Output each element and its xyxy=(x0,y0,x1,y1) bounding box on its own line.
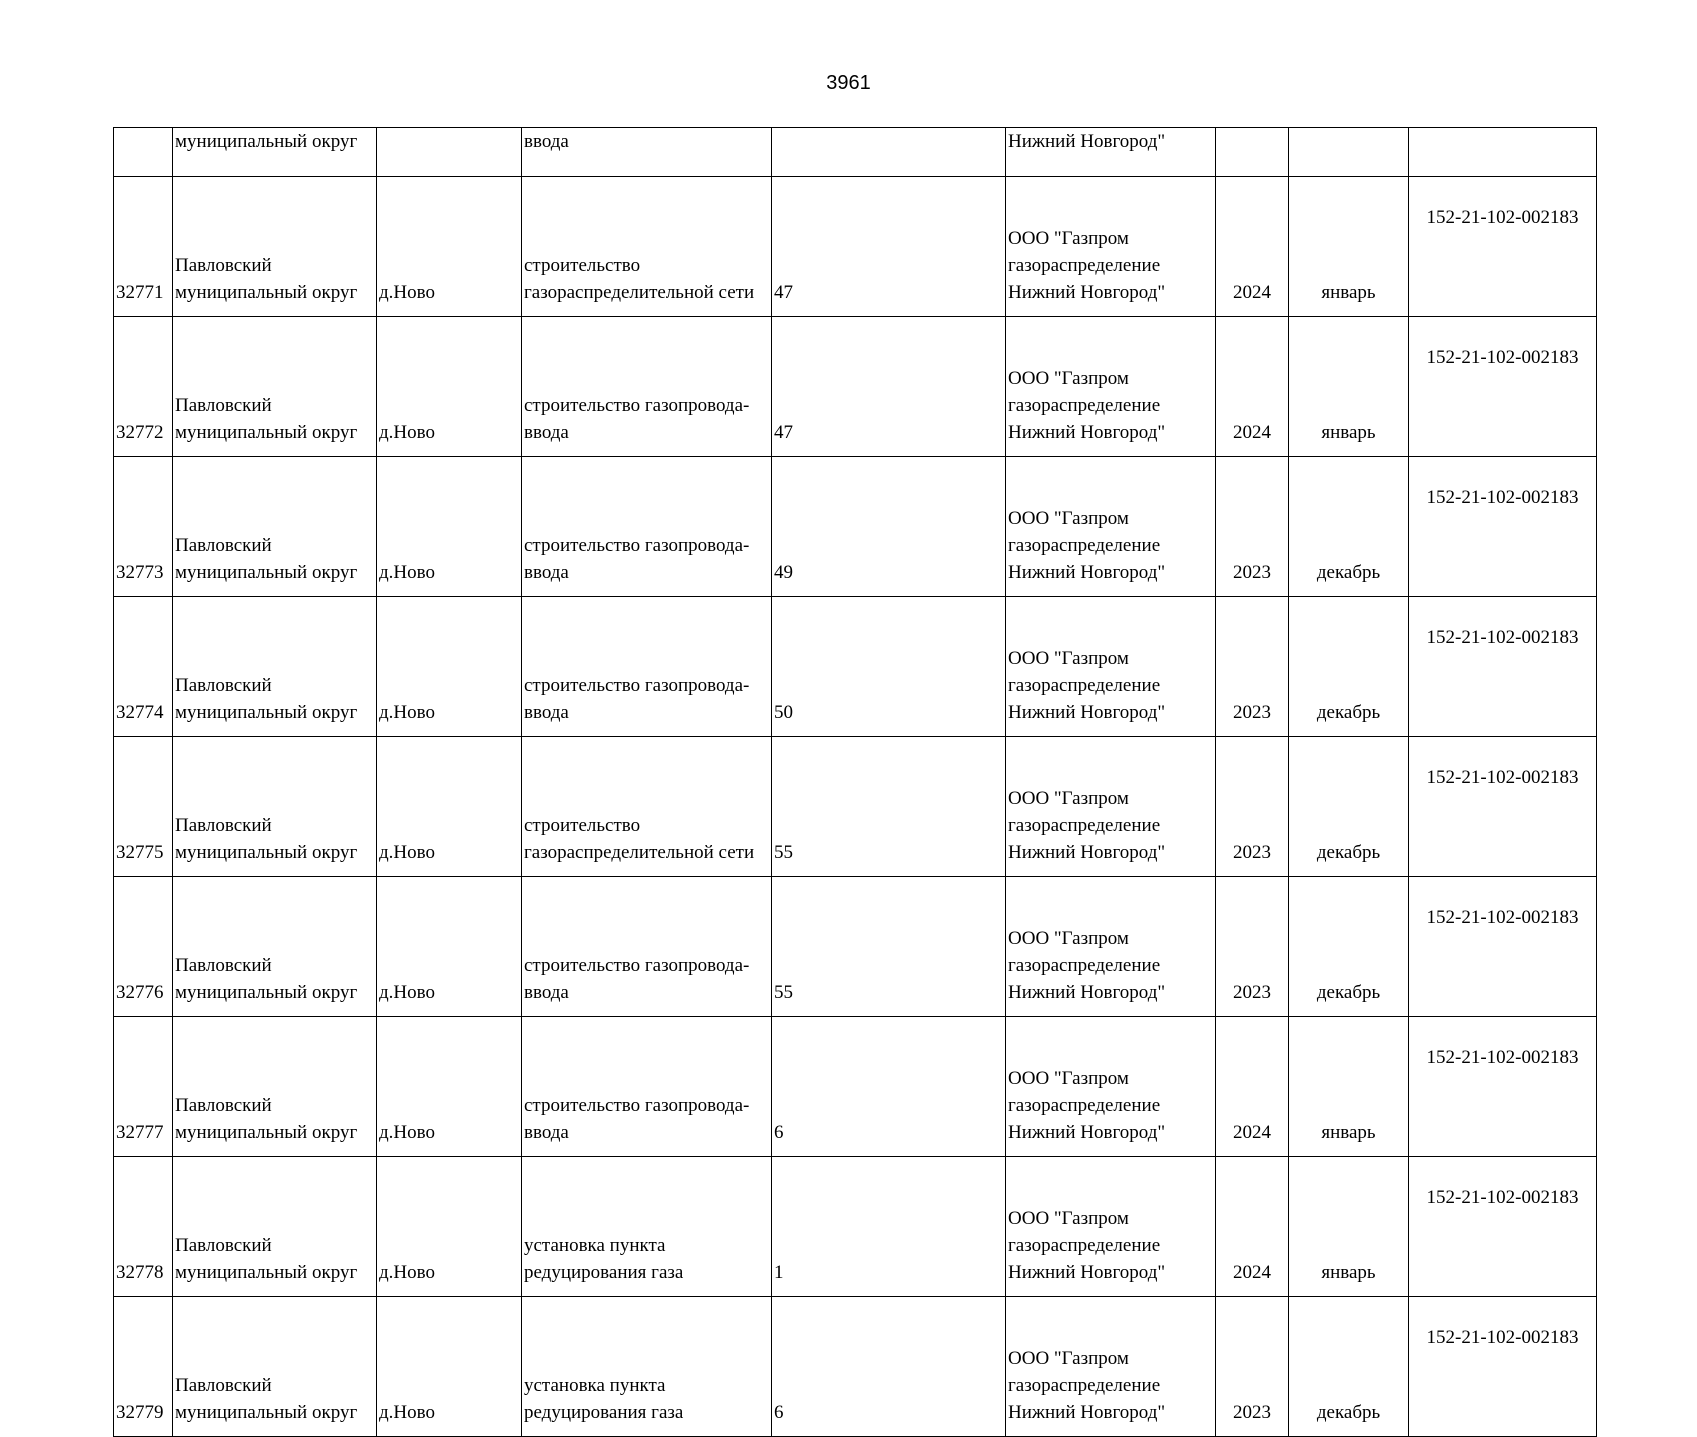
cell-month xyxy=(1289,128,1409,177)
cell-text: д.Ново xyxy=(379,1402,435,1423)
cell-district xyxy=(173,597,377,737)
cell-text: строительство газопровода- xyxy=(524,675,750,696)
cell-text: д.Ново xyxy=(379,282,435,303)
cell-org xyxy=(1006,1017,1216,1157)
cell-text: декабрь xyxy=(1316,982,1381,1003)
cell-text: 47 xyxy=(774,282,793,303)
cell-place xyxy=(377,1157,522,1297)
cell-text: 32774 xyxy=(116,702,164,723)
cell-text: 152-21-102-002183 xyxy=(1426,627,1579,648)
cell-text: декабрь xyxy=(1316,842,1381,863)
cell-text: ввода xyxy=(524,982,569,1003)
cell-text: ООО "Газпром xyxy=(1008,1068,1129,1089)
cell-text: январь xyxy=(1321,1122,1376,1143)
cell-text: газораспределительной сети xyxy=(524,282,755,303)
cell-text: д.Ново xyxy=(379,1262,435,1283)
cell-text: 2024 xyxy=(1233,282,1271,303)
cell-code xyxy=(1409,1017,1597,1157)
cell-code xyxy=(1409,597,1597,737)
cell-text: Павловский xyxy=(175,815,272,836)
cell-text: 2023 xyxy=(1233,1402,1271,1423)
cell-text: декабрь xyxy=(1316,1402,1381,1423)
cell-text: Павловский xyxy=(175,255,272,276)
cell-year xyxy=(1216,128,1289,177)
cell-code xyxy=(1409,1157,1597,1297)
cell-month xyxy=(1289,177,1409,317)
cell-year xyxy=(1216,1157,1289,1297)
cell-org: Нижний Новгород" xyxy=(1006,128,1216,177)
cell-district xyxy=(173,1157,377,1297)
cell-text: газораспределение xyxy=(1008,1095,1161,1116)
cell-qty xyxy=(772,1017,1006,1157)
cell-text: 55 xyxy=(774,982,793,1003)
cell-id xyxy=(114,1297,173,1437)
cell-text: ООО "Газпром xyxy=(1008,368,1129,389)
cell-text: Павловский xyxy=(175,1375,272,1396)
table-row xyxy=(114,457,1597,597)
cell-text: муниципальный округ xyxy=(175,982,358,1003)
cell-text: декабрь xyxy=(1316,562,1381,583)
cell-place xyxy=(377,177,522,317)
cell-text: ООО "Газпром xyxy=(1008,648,1129,669)
cell-month xyxy=(1289,1157,1409,1297)
cell-text: Нижний Новгород" xyxy=(1008,562,1166,583)
cell-id xyxy=(114,597,173,737)
cell-place xyxy=(377,1017,522,1157)
cell-text: 152-21-102-002183 xyxy=(1426,207,1579,228)
cell-id xyxy=(114,1017,173,1157)
cell-text: газораспределение xyxy=(1008,815,1161,836)
cell-month xyxy=(1289,877,1409,1017)
cell-work xyxy=(522,457,772,597)
cell-work xyxy=(522,597,772,737)
cell-text: ввода xyxy=(524,702,569,723)
cell-text: 49 xyxy=(774,562,793,583)
cell-text: 2023 xyxy=(1233,702,1271,723)
cell-text: ООО "Газпром xyxy=(1008,228,1129,249)
cell-text: газораспределение xyxy=(1008,395,1161,416)
cell-month xyxy=(1289,1017,1409,1157)
cell-text: д.Ново xyxy=(379,422,435,443)
cell-text: д.Ново xyxy=(379,1122,435,1143)
table-row xyxy=(114,1297,1597,1437)
cell-text: ООО "Газпром xyxy=(1008,1208,1129,1229)
cell-org xyxy=(1006,317,1216,457)
cell-text: декабрь xyxy=(1316,702,1381,723)
cell-text: 32776 xyxy=(116,982,164,1003)
cell-text: муниципальный округ xyxy=(175,1262,358,1283)
cell-year xyxy=(1216,457,1289,597)
cell-year xyxy=(1216,1017,1289,1157)
cell-text: д.Ново xyxy=(379,702,435,723)
cell-work xyxy=(522,1297,772,1437)
cell-id xyxy=(114,877,173,1017)
cell-text: 32775 xyxy=(116,842,164,863)
cell-text: газораспределение xyxy=(1008,535,1161,556)
cell-code xyxy=(1409,1297,1597,1437)
cell-text: ООО "Газпром xyxy=(1008,928,1129,949)
page-number: 3961 xyxy=(826,72,871,94)
cell-text: газораспределение xyxy=(1008,255,1161,276)
cell-qty xyxy=(772,128,1006,177)
cell-place xyxy=(377,597,522,737)
cell-text: январь xyxy=(1321,282,1376,303)
cell-code xyxy=(1409,737,1597,877)
cell-org xyxy=(1006,1157,1216,1297)
cell-text: 32779 xyxy=(116,1402,164,1423)
cell-text: 32778 xyxy=(116,1262,164,1283)
cell-text: 152-21-102-002183 xyxy=(1426,1047,1579,1068)
cell-text: строительство газопровода- xyxy=(524,1095,750,1116)
cell-text: строительство газопровода- xyxy=(524,535,750,556)
cell-id xyxy=(114,457,173,597)
cell-qty xyxy=(772,597,1006,737)
cell-text: 47 xyxy=(774,422,793,443)
cell-text: газораспределительной сети xyxy=(524,842,755,863)
cell-code xyxy=(1409,457,1597,597)
table-row xyxy=(114,1157,1597,1297)
cell-org xyxy=(1006,877,1216,1017)
cell-text: муниципальный округ xyxy=(175,562,358,583)
cell-qty xyxy=(772,1157,1006,1297)
cell-org xyxy=(1006,1297,1216,1437)
table-row-continued xyxy=(114,128,1597,177)
cell-id xyxy=(114,177,173,317)
cell-text: строительство газопровода- xyxy=(524,955,750,976)
cell-place xyxy=(377,877,522,1017)
cell-district xyxy=(173,737,377,877)
cell-district xyxy=(173,317,377,457)
cell-text: муниципальный округ xyxy=(175,1402,358,1423)
cell-text: 1 xyxy=(774,1262,784,1283)
cell-text: муниципальный округ xyxy=(175,422,358,443)
cell-text: Павловский xyxy=(175,535,272,556)
cell-text: 32771 xyxy=(116,282,164,303)
table-row xyxy=(114,597,1597,737)
cell-place xyxy=(377,457,522,597)
table-row xyxy=(114,1017,1597,1157)
cell-month xyxy=(1289,737,1409,877)
cell-text: январь xyxy=(1321,1262,1376,1283)
cell-district: муниципальный округ xyxy=(173,128,377,177)
cell-text: 2024 xyxy=(1233,1122,1271,1143)
cell-text: Нижний Новгород" xyxy=(1008,422,1166,443)
cell-text: 2024 xyxy=(1233,422,1271,443)
cell-district xyxy=(173,877,377,1017)
cell-text: 32773 xyxy=(116,562,164,583)
cell-code xyxy=(1409,317,1597,457)
cell-code xyxy=(1409,877,1597,1017)
cell-text: 152-21-102-002183 xyxy=(1426,487,1579,508)
cell-work xyxy=(522,1017,772,1157)
cell-text: Павловский xyxy=(175,395,272,416)
cell-year xyxy=(1216,597,1289,737)
cell-text: строительство xyxy=(524,815,641,836)
cell-text: строительство газопровода- xyxy=(524,395,750,416)
cell-text: 2024 xyxy=(1233,1262,1271,1283)
cell-text: 2023 xyxy=(1233,842,1271,863)
cell-place xyxy=(377,317,522,457)
cell-text: 32777 xyxy=(116,1122,164,1143)
cell-text: газораспределение xyxy=(1008,675,1161,696)
cell-text: газораспределение xyxy=(1008,1235,1161,1256)
cell-text: 152-21-102-002183 xyxy=(1426,1187,1579,1208)
cell-work xyxy=(522,317,772,457)
cell-id xyxy=(114,1157,173,1297)
cell-id xyxy=(114,737,173,877)
cell-text: 6 xyxy=(774,1402,784,1423)
cell-text: ввода xyxy=(524,1122,569,1143)
cell-text: январь xyxy=(1321,422,1376,443)
cell-text: Нижний Новгород" xyxy=(1008,702,1166,723)
cell-place xyxy=(377,128,522,177)
cell-work xyxy=(522,737,772,877)
cell-text: Нижний Новгород" xyxy=(1008,1122,1166,1143)
cell-month xyxy=(1289,1297,1409,1437)
cell-org xyxy=(1006,597,1216,737)
cell-work: ввода xyxy=(522,128,772,177)
cell-year xyxy=(1216,317,1289,457)
cell-text: 2023 xyxy=(1233,982,1271,1003)
cell-text: д.Ново xyxy=(379,982,435,1003)
cell-text: 152-21-102-002183 xyxy=(1426,907,1579,928)
table-row xyxy=(114,317,1597,457)
cell-org xyxy=(1006,177,1216,317)
cell-text: Павловский xyxy=(175,675,272,696)
cell-month xyxy=(1289,597,1409,737)
cell-org xyxy=(1006,457,1216,597)
cell-district xyxy=(173,1297,377,1437)
cell-year xyxy=(1216,1297,1289,1437)
cell-qty xyxy=(772,877,1006,1017)
cell-text: Нижний Новгород" xyxy=(1008,282,1166,303)
cell-year xyxy=(1216,877,1289,1017)
cell-text: газораспределение xyxy=(1008,955,1161,976)
cell-district xyxy=(173,457,377,597)
cell-text: 2023 xyxy=(1233,562,1271,583)
cell-place xyxy=(377,737,522,877)
cell-text: Павловский xyxy=(175,1235,272,1256)
cell-org xyxy=(1006,737,1216,877)
cell-qty xyxy=(772,177,1006,317)
cell-text: ООО "Газпром xyxy=(1008,788,1129,809)
cell-text: Нижний Новгород" xyxy=(1008,982,1166,1003)
cell-text: Павловский xyxy=(175,955,272,976)
cell-text: установка пункта xyxy=(524,1235,666,1256)
cell-text: редуцирования газа xyxy=(524,1402,684,1423)
cell-text: 50 xyxy=(774,702,793,723)
cell-text: ввода xyxy=(524,562,569,583)
cell-month xyxy=(1289,317,1409,457)
cell-qty xyxy=(772,457,1006,597)
cell-text: муниципальный округ xyxy=(175,282,358,303)
cell-text: ООО "Газпром xyxy=(1008,1348,1129,1369)
cell-text: установка пункта xyxy=(524,1375,666,1396)
cell-work xyxy=(522,1157,772,1297)
cell-text: строительство xyxy=(524,255,641,276)
cell-work xyxy=(522,877,772,1017)
table-row xyxy=(114,877,1597,1017)
cell-text: 55 xyxy=(774,842,793,863)
registry-table xyxy=(113,127,1597,1437)
cell-text: д.Ново xyxy=(379,842,435,863)
cell-id xyxy=(114,317,173,457)
cell-district xyxy=(173,177,377,317)
cell-work xyxy=(522,177,772,317)
cell-district xyxy=(173,1017,377,1157)
cell-text: Нижний Новгород" xyxy=(1008,1262,1166,1283)
cell-text: 6 xyxy=(774,1122,784,1143)
cell-text: д.Ново xyxy=(379,562,435,583)
cell-text: муниципальный округ xyxy=(175,702,358,723)
cell-text: Павловский xyxy=(175,1095,272,1116)
cell-text: 32772 xyxy=(116,422,164,443)
cell-code xyxy=(1409,177,1597,317)
cell-text: ввода xyxy=(524,422,569,443)
cell-code xyxy=(1409,128,1597,177)
cell-text: муниципальный округ xyxy=(175,1122,358,1143)
table-row xyxy=(114,737,1597,877)
cell-text: 152-21-102-002183 xyxy=(1426,1327,1579,1348)
cell-text: Нижний Новгород" xyxy=(1008,1402,1166,1423)
cell-text: ООО "Газпром xyxy=(1008,508,1129,529)
cell-text: газораспределение xyxy=(1008,1375,1161,1396)
cell-place xyxy=(377,1297,522,1437)
cell-id xyxy=(114,128,173,177)
table-row xyxy=(114,177,1597,317)
cell-qty xyxy=(772,317,1006,457)
cell-text: 152-21-102-002183 xyxy=(1426,767,1579,788)
cell-text: редуцирования газа xyxy=(524,1262,684,1283)
cell-text: муниципальный округ xyxy=(175,842,358,863)
cell-qty xyxy=(772,737,1006,877)
cell-year xyxy=(1216,177,1289,317)
cell-text: Нижний Новгород" xyxy=(1008,842,1166,863)
cell-month xyxy=(1289,457,1409,597)
table-body xyxy=(114,128,1597,1437)
cell-year xyxy=(1216,737,1289,877)
cell-text: 152-21-102-002183 xyxy=(1426,347,1579,368)
cell-qty xyxy=(772,1297,1006,1437)
